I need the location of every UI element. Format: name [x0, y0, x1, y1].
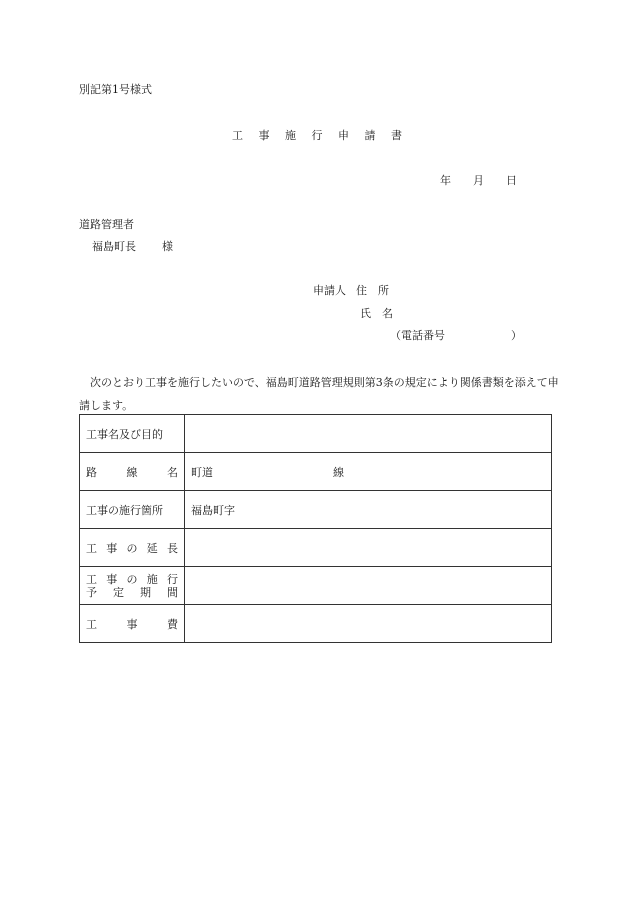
date-line — [440, 172, 517, 188]
header-char: 間 — [167, 585, 178, 599]
applicant-address-line — [313, 282, 389, 298]
title-char: 事 — [258, 129, 270, 142]
location-field[interactable]: 福島町字 — [185, 491, 552, 529]
header-char: 事 — [106, 572, 118, 586]
phone-close: ） — [511, 329, 522, 342]
applicant-name-line: 氏 名 — [360, 307, 393, 320]
addressee-title: 道路管理者 — [79, 218, 134, 231]
route-name-field[interactable] — [185, 453, 552, 491]
title-char: 請 — [364, 129, 376, 142]
title-char: 申 — [338, 129, 349, 142]
table-row — [80, 567, 552, 605]
header-char: 施 — [146, 572, 158, 586]
construction-name-field[interactable] — [185, 415, 552, 453]
header-char: 費 — [167, 617, 178, 631]
route-suffix: 線 — [333, 465, 344, 479]
header-char: 延 — [146, 541, 158, 555]
honorific: 様 — [162, 240, 173, 253]
route-prefix: 町道 — [191, 465, 213, 479]
addressee-name — [92, 238, 173, 254]
row-header-length — [80, 529, 185, 567]
table-row — [80, 529, 552, 567]
header-char: 期 — [140, 585, 151, 599]
header-char: 線 — [126, 465, 138, 479]
table-row — [80, 453, 552, 491]
header-char: の — [126, 541, 138, 555]
header-char: 定 — [113, 585, 124, 599]
table-row — [80, 605, 552, 643]
header-char: 名 — [167, 465, 178, 479]
header-char: 行 — [167, 572, 178, 586]
phone-label: （電話番号 — [390, 329, 445, 342]
application-statement: 次のとおり工事を施行したいので、福島町道路管理規則第3条の規定により関係書類を添えて申請します。 — [79, 376, 559, 412]
title-char: 施 — [285, 129, 296, 142]
length-field[interactable] — [185, 529, 552, 567]
header-char: 事 — [126, 617, 138, 631]
addressee-mayor: 福島町長 — [92, 240, 136, 253]
header-char: 工 — [86, 541, 97, 555]
cost-field[interactable] — [185, 605, 552, 643]
row-header-period — [80, 567, 185, 605]
header-char: 工 — [86, 617, 97, 631]
header-char: 長 — [167, 541, 178, 555]
header-char: 事 — [106, 541, 118, 555]
applicant-phone-line — [390, 327, 522, 343]
year-label: 年 — [440, 174, 451, 187]
table-row — [80, 491, 552, 529]
row-header-location: 工事の施行箇所 — [80, 491, 185, 529]
title-char: 工 — [232, 129, 243, 142]
title-char: 行 — [311, 129, 323, 142]
row-header-cost — [80, 605, 185, 643]
header-char: 路 — [86, 465, 97, 479]
header-char: の — [126, 572, 138, 586]
applicant-label: 申請人 — [313, 284, 346, 297]
table-row — [80, 415, 552, 453]
row-header-route-name — [80, 453, 185, 491]
address-label: 住 所 — [356, 284, 389, 297]
day-label: 日 — [506, 174, 517, 187]
header-char: 予 — [86, 585, 97, 599]
month-label: 月 — [473, 174, 484, 187]
application-table — [79, 414, 552, 643]
document-title — [232, 127, 402, 143]
header-char: 工 — [86, 572, 97, 586]
form-number: 別記第1号様式 — [79, 83, 152, 96]
row-header-construction-name: 工事名及び目的 — [80, 415, 185, 453]
period-field[interactable] — [185, 567, 552, 605]
title-char: 書 — [391, 129, 402, 142]
